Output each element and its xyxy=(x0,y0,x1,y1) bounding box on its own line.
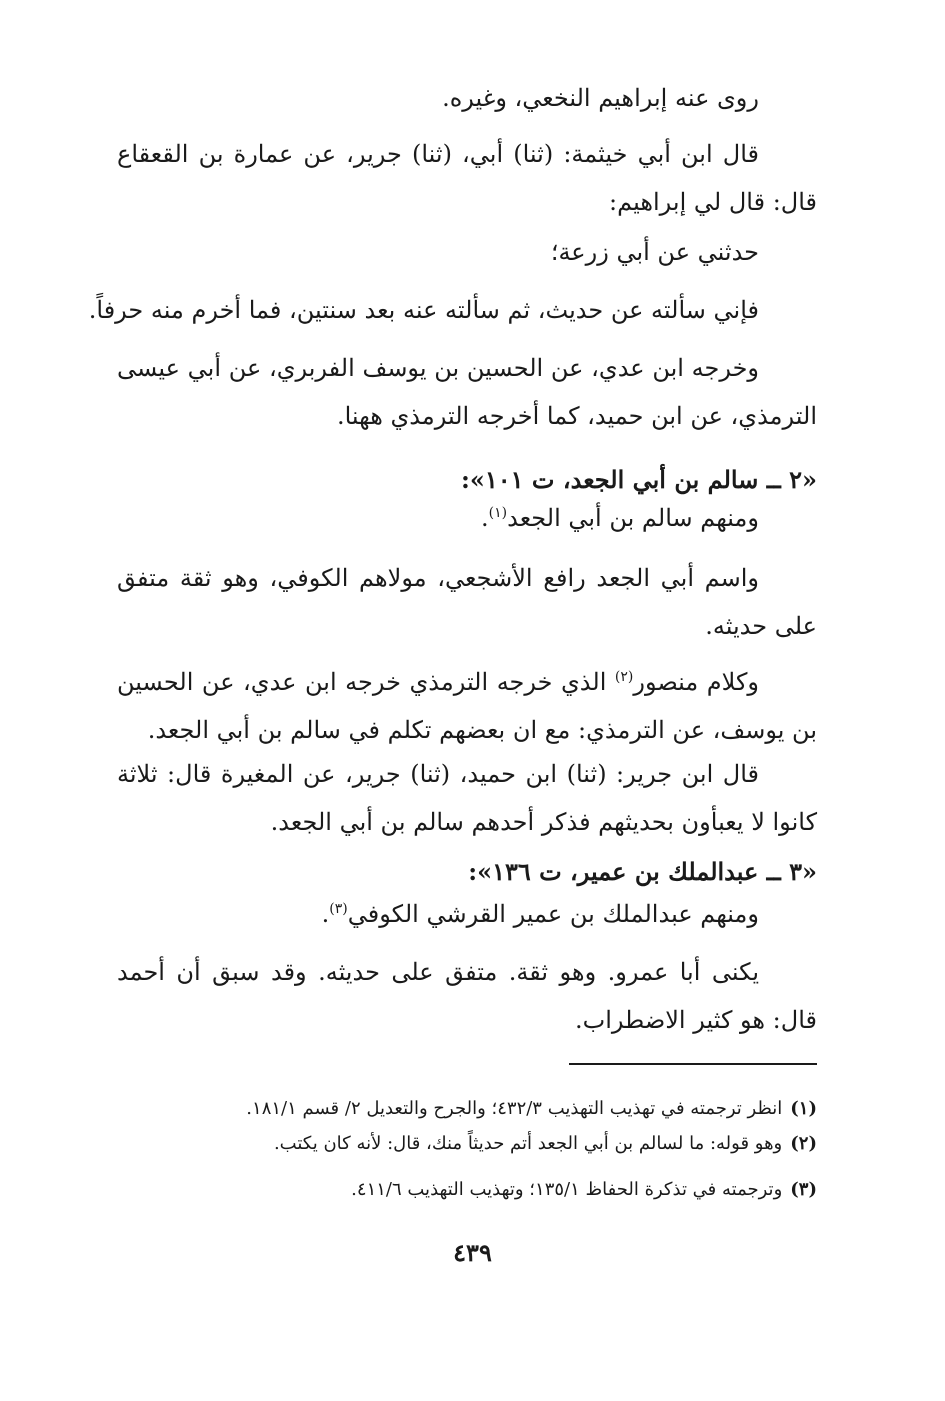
footnote-ref-3: (٣) xyxy=(329,901,348,917)
paragraph-10 xyxy=(117,894,817,934)
footnote-3-text: وترجمته في تذكرة الحفاظ ١٣٥/١؛ وتهذيب التهذيب ٤١١/٦. xyxy=(351,1179,783,1200)
footnote-ref-1: (١) xyxy=(488,505,508,521)
paragraph-10-end: . xyxy=(321,900,330,928)
paragraph-3: حدثني عن أبي زرعة؛ xyxy=(550,238,759,266)
paragraph-1: روى عنه إبراهيم النخعي، وغيره. xyxy=(442,84,759,112)
paragraph-8-rest: الذي خرجه الترمذي خرجه ابن عدي، عن الحسين بن يوسف، عن الترمذي: مع ان بعضهم تكلم في سالم بن أبي الجعد. xyxy=(117,668,817,744)
page-number: ٤٣٩ xyxy=(453,1238,492,1267)
footnote-ref-2: (٢) xyxy=(614,669,634,685)
footnote-3-number: (٣) xyxy=(790,1179,817,1200)
paragraph-2: قال ابن أبي خيثمة: (ثنا) أبي، (ثنا) جرير، عن عمارة بن القعقاع قال: قال لي إبراهيم: xyxy=(117,140,817,216)
paragraph-11: يكنى أبا عمرو. وهو ثقة. متفق على حديثه. وقد سبق أن أحمد قال: هو كثير الاضطراب. xyxy=(117,958,817,1034)
paragraph-7: واسم أبي الجعد رافع الأشجعي، مولاهم الكوفي، وهو ثقة متفق على حديثه. xyxy=(117,564,817,640)
paragraph-6-text: ومنهم سالم بن أبي الجعد xyxy=(507,504,759,532)
paragraph-8-start: وكلام منصور xyxy=(633,668,759,696)
footnote-1 xyxy=(117,1095,817,1123)
footnote-1-number: (١) xyxy=(790,1098,817,1119)
section-heading-3: «٣ ــ عبدالملك بن عمير، ت ١٣٦»: xyxy=(468,857,817,886)
paragraph-6 xyxy=(117,498,817,538)
section-heading-2: «٢ ــ سالم بن أبي الجعد، ت ١٠١»: xyxy=(461,465,817,494)
paragraph-8 xyxy=(117,658,817,754)
footnote-2-number: (٢) xyxy=(790,1133,817,1154)
footnote-2-text: وهو قوله: ما لسالم بن أبي الجعد أتم حديثاً منك، قال: لأنه كان يكتب. xyxy=(273,1133,783,1154)
footnote-separator xyxy=(569,1063,817,1065)
paragraph-5: وخرجه ابن عدي، عن الحسين بن يوسف الفربري، عن أبي عيسى الترمذي، عن ابن حميد، كما أخرجه الترمذي ههنا. xyxy=(117,354,817,430)
paragraph-6-end: . xyxy=(480,504,489,532)
footnote-3 xyxy=(117,1176,817,1204)
footnote-2 xyxy=(117,1130,817,1158)
paragraph-10-text: ومنهم عبدالملك بن عمير القرشي الكوفي xyxy=(347,900,759,928)
paragraph-9: قال ابن جرير: (ثنا) ابن حميد، (ثنا) جرير، عن المغيرة قال: ثلاثة كانوا لا يعبأون بحديثهم فذكر أحدهم سالم بن أبي الجعد. xyxy=(117,760,817,836)
footnote-1-text: انظر ترجمته في تهذيب التهذيب ٤٣٢/٣؛ والجرح والتعديل ٢/ قسم ١٨١/١. xyxy=(246,1098,783,1119)
paragraph-4: فإني سألته عن حديث، ثم سألته عنه بعد سنتين، فما أخرم منه حرفاً. xyxy=(88,296,759,324)
